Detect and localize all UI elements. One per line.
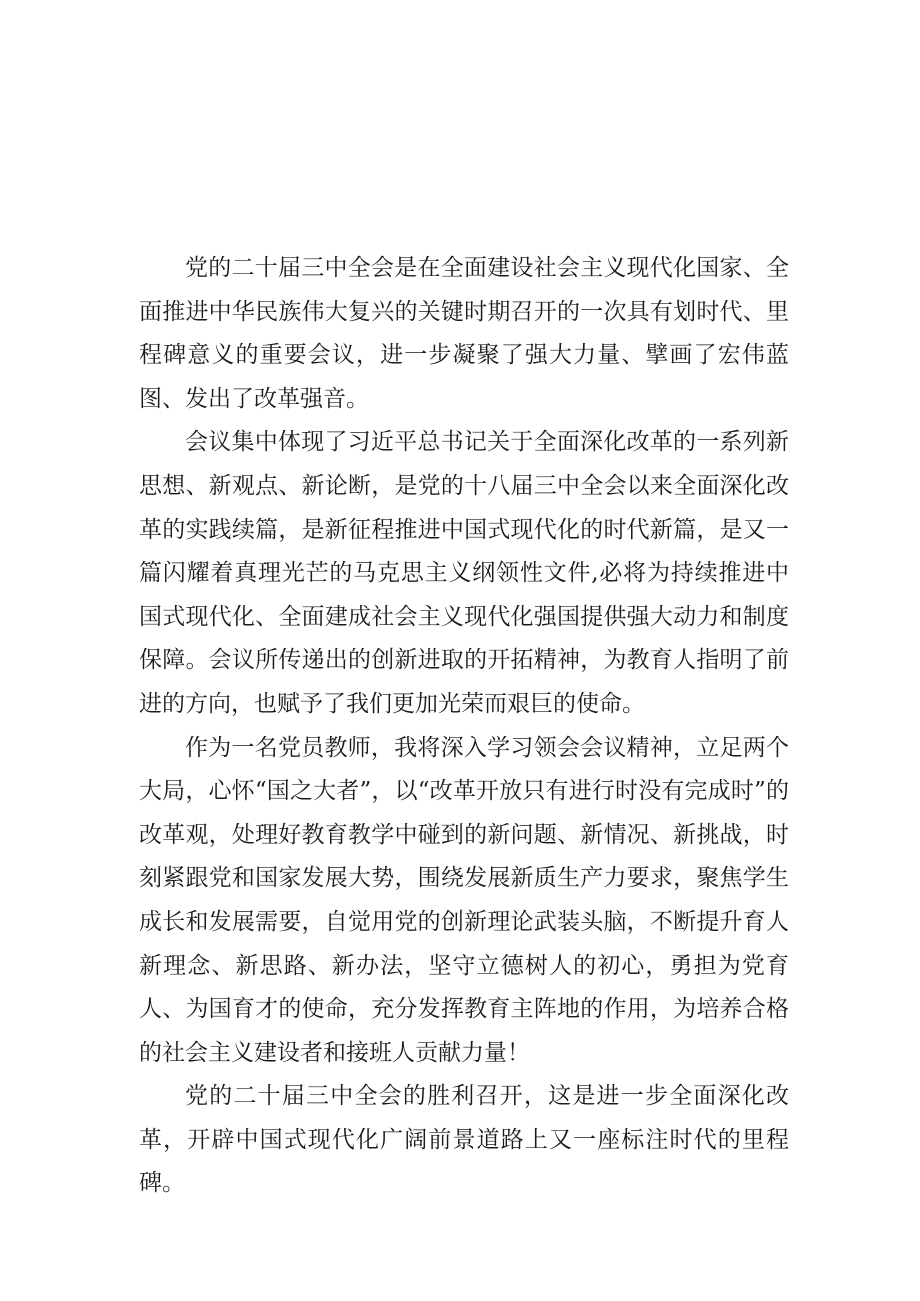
paragraph-3: 作为一名党员教师，我将深入学习领会会议精神，立足两个大局，心怀“国之大者”，以“改革开放只有进行时没有完成时”的改革观，处理好教育教学中碰到的新问题、新情况、新挑战，时刻紧跟党和国家发展大势，围绕发展新质生产力要求，聚焦学生成长和发展需要，自觉用党的创新理论武装头脑，不断提升育人新理念、新思路、新办法，坚守立德树人的初心，勇担为党育人、为国育才的使命，充分发挥教育主阵地的作用，为培养合格的社会主义建设者和接班人贡献力量！: [139, 734, 789, 1066]
paragraph-2: 会议集中体现了习近平总书记关于全面深化改革的一系列新思想、新观点、新论断，是党的十八届三中全会以来全面深化改革的实践续篇，是新征程推进中国式现代化的时代新篇，是又一篇闪耀着真理光芒的马克思主义纲领性文件,必将为持续推进中国式现代化、全面建成社会主义现代化强国提供强大动力和制度保障。会议所传递出的创新进取的开拓精神，为教育人指明了前进的方向，也赋予了我们更加光荣而艰巨的使命。: [139, 429, 789, 717]
paragraph-1: 党的二十届三中全会是在全面建设社会主义现代化国家、全面推进中华民族伟大复兴的关键时期召开的一次具有划时代、里程碑意义的重要会议，进一步凝聚了强大力量、擘画了宏伟蓝图、发出了改革强音。: [139, 255, 789, 412]
document-body: [139, 247, 789, 1206]
paragraph-4: 党的二十届三中全会的胜利召开，这是进一步全面深化改革，开辟中国式现代化广阔前景道路上又一座标注时代的里程碑。: [139, 1083, 789, 1197]
